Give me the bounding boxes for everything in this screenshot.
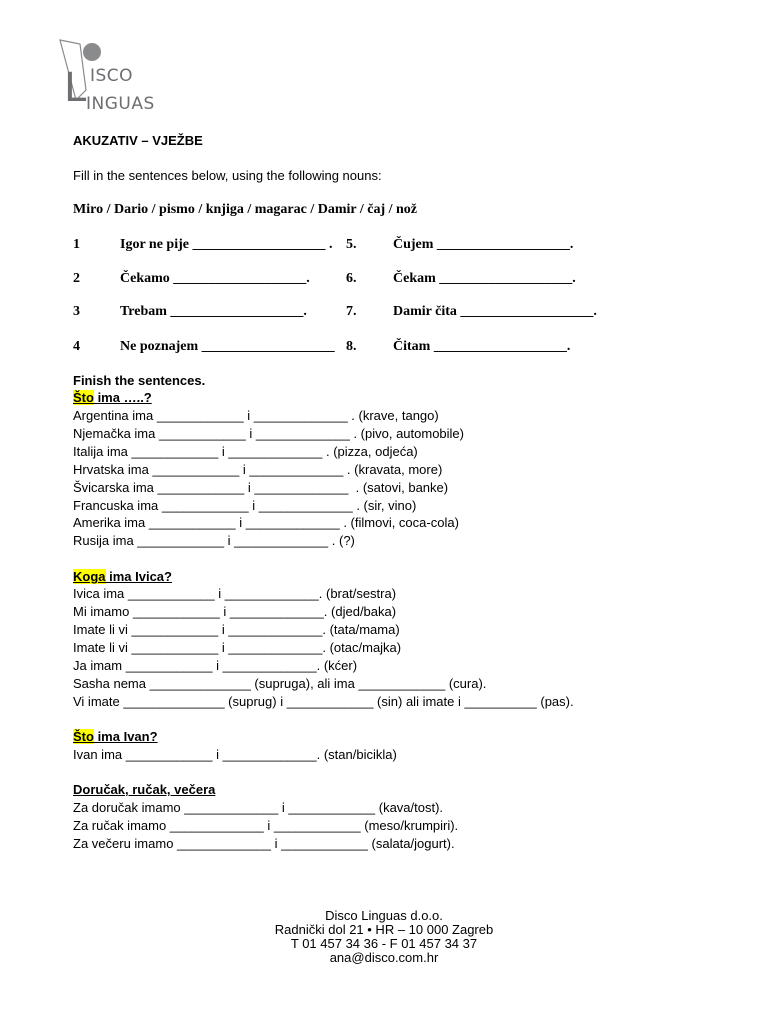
sentence-line: Vi imate ______________ (suprug) i ____________ (sin) ali imate i __________ (pas). (73, 694, 574, 709)
section-heading-sto-ima (73, 390, 152, 406)
highlighted-word: Koga (73, 569, 106, 584)
exercise-sentence: Čujem ___________________. (393, 237, 574, 252)
heading-rest: ima …..? (93, 390, 152, 405)
item-number: 2 (73, 271, 80, 286)
highlighted-word: Što (73, 390, 94, 405)
finish-heading: Finish the sentences. (73, 373, 206, 388)
exercise-sentence: Ne poznajem ___________________ (120, 339, 335, 354)
sentence-line: Hrvatska ima ____________ i _____________ . (kravata, more) (73, 462, 443, 477)
page-title: AKUZATIV – VJEŽBE (73, 133, 203, 148)
sentence-line: Italija ima ____________ i _____________ . (pizza, odjeća) (73, 444, 418, 459)
footer-address: Radnički dol 21 • HR – 10 000 Zagreb (274, 922, 494, 937)
sentence-line: Argentina ima ____________ i _____________ . (krave, tango) (73, 408, 439, 423)
disco-linguas-logo (56, 38, 176, 116)
sentence-line: Imate li vi ____________ i _____________. (otac/majka) (73, 640, 402, 655)
heading-rest: ima Ivica? (105, 569, 172, 584)
exercise-sentence: Čekam ___________________. (393, 271, 576, 286)
item-number: 6. (346, 271, 357, 286)
item-number: 4 (73, 339, 80, 354)
sentence-line: Švicarska ima ____________ i _____________ . (satovi, banke) (73, 480, 449, 495)
item-number: 3 (73, 304, 80, 319)
sentence-line: Francuska ima ____________ i _____________ . (sir, vino) (73, 498, 417, 513)
logo-word-linguas: INGUAS (86, 94, 155, 114)
footer-email: ana@disco.com.hr (329, 950, 439, 965)
footer-phone: T 01 457 34 36 - F 01 457 34 37 (290, 936, 478, 951)
exercise-sentence: Damir čita ___________________. (393, 304, 597, 319)
instruction-text: Fill in the sentences below, using the following nouns: (73, 168, 382, 183)
sentence-line: Mi imamo ____________ i _____________. (djed/baka) (73, 604, 397, 619)
section-heading-sto-ivan (73, 729, 158, 745)
sentence-line: Rusija ima ____________ i _____________ . (?) (73, 533, 355, 548)
section-heading-koga (73, 569, 172, 585)
heading-rest: ima Ivan? (93, 729, 158, 744)
exercise-sentence: Trebam ___________________. (120, 304, 307, 319)
item-number: 8. (346, 339, 357, 354)
sentence-line: Sasha nema ______________ (supruga), ali ima ____________ (cura). (73, 676, 487, 691)
item-number: 5. (346, 237, 357, 252)
highlighted-word: Što (73, 729, 94, 744)
sentence-line: Imate li vi ____________ i _____________. (tata/mama) (73, 622, 400, 637)
section-heading-meals: Doručak, ručak, večera (73, 782, 216, 797)
exercise-sentence: Čitam ___________________. (393, 339, 571, 354)
sentence-line: Ivica ima ____________ i _____________. (brat/sestra) (73, 586, 397, 601)
logo-word-disco: ISCO (90, 66, 134, 86)
sentence-line: Za večeru imamo _____________ i ____________ (salata/jogurt). (73, 836, 455, 851)
footer-company: Disco Linguas d.o.o. (325, 908, 443, 923)
sentence-line: Za ručak imamo _____________ i ____________ (meso/krumpiri). (73, 818, 459, 833)
sentence-line: Ja imam ____________ i _____________. (kćer) (73, 658, 358, 673)
sentence-line: Amerika ima ____________ i _____________ . (filmovi, coca-cola) (73, 515, 459, 530)
noun-list: Miro / Dario / pismo / knjiga / magarac / Damir / čaj / nož (73, 202, 418, 217)
logo-letter-l: L (64, 65, 87, 111)
item-number: 1 (73, 237, 80, 252)
sentence-line: Njemačka ima ____________ i _____________ . (pivo, automobile) (73, 426, 464, 441)
item-number: 7. (346, 304, 357, 319)
sentence-line: Za doručak imamo _____________ i ____________ (kava/tost). (73, 800, 444, 815)
exercise-sentence: Igor ne pije ___________________ . (120, 237, 333, 252)
exercise-sentence: Čekamo ___________________. (120, 271, 310, 286)
sentence-line: Ivan ima ____________ i _____________. (stan/bicikla) (73, 747, 397, 762)
